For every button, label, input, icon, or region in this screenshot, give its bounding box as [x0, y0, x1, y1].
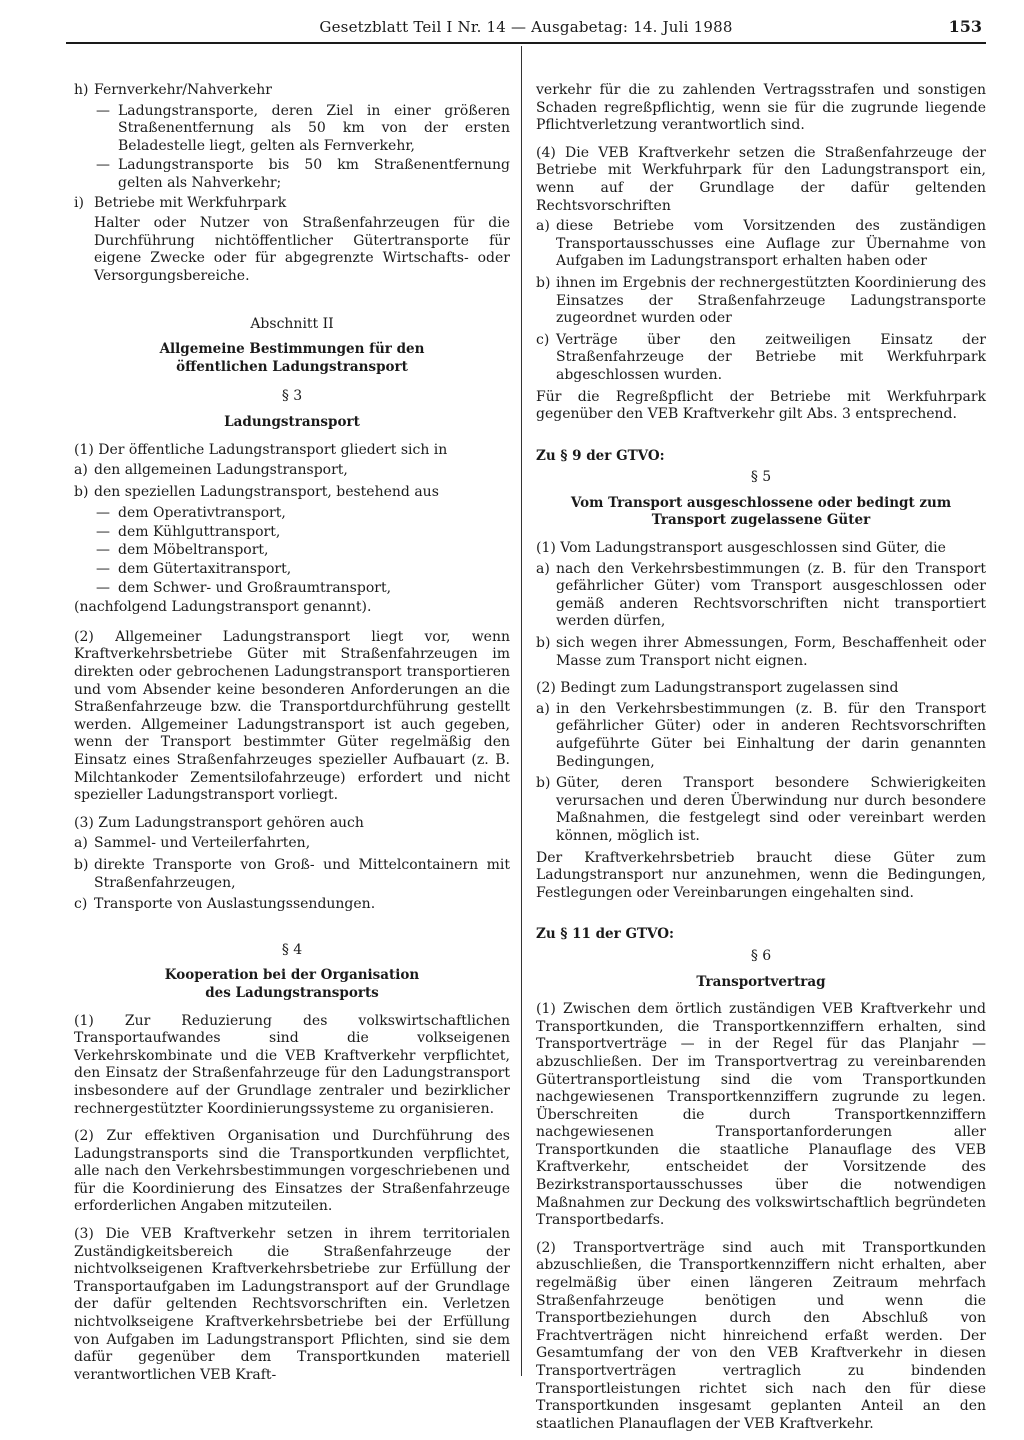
- paragraph-number: § 4: [281, 941, 303, 958]
- header-title: Gesetzblatt Teil I Nr. 14 — Ausgabetag: 14. Juli 1988: [319, 18, 733, 36]
- item-label: h): [74, 82, 89, 98]
- item-text: direkte Transporte von Groß- und Mittelcontainern mit Straßenfahrzeugen,: [94, 856, 510, 891]
- list-item: [536, 775, 986, 845]
- definition-h: [74, 82, 510, 100]
- regulation-reference: Zu § 11 der GTVO:: [536, 926, 675, 943]
- page-header: [66, 14, 986, 44]
- list-item: [74, 484, 510, 502]
- section-heading-line: Allgemeine Bestimmungen für den: [159, 341, 425, 358]
- paragraph-text: (nachfolgend Ladungstransport genannt).: [74, 599, 372, 616]
- dash-marker: —: [96, 102, 110, 119]
- list-item: [74, 462, 510, 480]
- list-item: [536, 635, 986, 670]
- dash-text: dem Kühlguttransport,: [118, 523, 281, 540]
- list-item: [74, 857, 510, 892]
- paragraph-title: Transportvertrag: [696, 973, 826, 990]
- paragraph-number: § 5: [750, 469, 772, 486]
- paragraph-number: § 3: [281, 388, 303, 405]
- item-label: a): [536, 700, 550, 717]
- page-number: 153: [948, 17, 982, 36]
- paragraph-title: Ladungstransport: [224, 413, 360, 430]
- item-text: Verträge über den zeitweiligen Einsatz der Straßenfahrzeuge der Betriebe mit Werkfuhrpark abgeschlossen wurden.: [556, 331, 986, 383]
- list-item: [74, 835, 510, 853]
- section-heading-line: öffentlichen Ladungstransport: [176, 358, 408, 375]
- dash-marker: —: [96, 579, 110, 596]
- dash-marker: —: [96, 157, 110, 174]
- paragraph-number: § 6: [750, 947, 772, 964]
- item-label: a): [74, 462, 88, 479]
- dash-item: [74, 505, 510, 523]
- right-column: [536, 82, 986, 1440]
- definition-i: [74, 195, 510, 213]
- item-text: Sammel- und Verteilerfahrten,: [94, 835, 311, 852]
- paragraph-title-line: Kooperation bei der Organisation: [164, 967, 420, 984]
- dash-marker: —: [96, 561, 110, 578]
- paragraph-title: [74, 967, 510, 1002]
- item-label: b): [536, 274, 551, 291]
- definition-title: Fernverkehr/Nahverkehr: [94, 82, 273, 98]
- paragraph-title: [536, 495, 986, 530]
- paragraph-text: (2) Allgemeiner Ladungstransport liegt vor, wenn Kraftverkehrsbetriebe Güter mit Straßenfahrzeugen im direkten oder gebrochenen Ladungstransport transportieren und vom Absender keine besonderen Anforderungen an die Straßenfahrzeuge bzw. die Transportdurchführung gestellt werden. Allgemeiner Ladungstransport ist auch gegeben, wenn der Transport bestimmter Güter regelmäßig den Einsatz eines Straßenfahrzeuges spezieller Aufbauart (z. B. Milchtankoder Zementsilofahrzeuge) erfordert und nicht spezieller Ladungstransport vorliegt.: [74, 628, 510, 804]
- paragraph-text: (3) Zum Ladungstransport gehören auch: [74, 814, 364, 831]
- list-item: [536, 275, 986, 328]
- paragraph-text: (2) Bedingt zum Ladungstransport zugelassen sind: [536, 680, 899, 697]
- regulation-reference: Zu § 9 der GTVO:: [536, 447, 665, 464]
- dash-marker: —: [96, 505, 110, 522]
- paragraph-text: (1) Zur Reduzierung des volkswirtschaftlichen Transportaufwandes sind die volkseigenen Verkehrskombinate und die VEB Kraftverkehr verpflichtet, den Einsatz der Straßenfahrzeuge für den Ladungstransport insbesondere auf der Grundlage zentraler und bezirklicher rechnergestützter Koordinierungssysteme zu organisieren.: [74, 1012, 510, 1117]
- paragraph-title-line: des Ladungstransports: [205, 984, 379, 1001]
- dash-text: dem Schwer- und Großraumtransport,: [118, 579, 392, 596]
- list-item: [74, 896, 510, 914]
- list-item: [536, 218, 986, 271]
- paragraph-title-line: Transport zugelassene Güter: [651, 512, 871, 529]
- dash-item: [74, 580, 510, 598]
- dash-text: Ladungstransporte, deren Ziel in einer größeren Straßenentfernung als 50 km von der ersten Beladestelle liegt, gelten als Fernverkehr,: [118, 102, 510, 154]
- item-label: a): [74, 835, 88, 852]
- item-label: b): [74, 483, 89, 500]
- item-text: den speziellen Ladungstransport, bestehend aus: [94, 483, 439, 500]
- item-label: b): [536, 635, 551, 652]
- paragraph-title-line: Vom Transport ausgeschlossene oder bedingt zum: [570, 494, 952, 511]
- paragraph-text: (1) Zwischen dem örtlich zuständigen VEB Kraftverkehr und Transportkunden, die Transportkennziffern erhalten, sind Transportverträge — in der Regel für das Planjahr — abzuschließen. Der im Transportvertrag zu vereinbarenden Gütertransportleistung sind die vom Transportkunden nachgewiesenen Transportkennziffern zugrunde zu legen. Überschreiten die durch Transportkennziffern nachgewiesenen Transportanforderungen aller Transportkunden die staatliche Planauflage des VEB Kraftverkehr, entscheidet der Vorsitzende des Bezirkstransportausschusses über die notwendigen Maßnahmen zur Deckung des volkswirtschaftlich begründeten Transportbedarfs.: [536, 1001, 986, 1229]
- section-label: Abschnitt II: [250, 315, 334, 332]
- section-heading: [74, 341, 510, 376]
- definition-title: Betriebe mit Werkfuhrpark: [94, 194, 287, 211]
- paragraph-text: (1) Vom Ladungstransport ausgeschlossen sind Güter, die: [536, 540, 946, 557]
- column-divider: [521, 46, 522, 1376]
- paragraph-text: Der Kraftverkehrsbetrieb braucht diese Güter zum Ladungstransport nur anzunehmen, wenn die Bedingungen, Festlegungen oder Vereinbarungen eingehalten sind.: [536, 849, 986, 901]
- paragraph-text: (1) Der öffentliche Ladungstransport gliedert sich in: [74, 441, 448, 458]
- left-column: [74, 82, 510, 1391]
- item-label: a): [536, 218, 550, 235]
- item-label: a): [536, 560, 550, 577]
- dash-text: dem Operativtransport,: [118, 505, 286, 522]
- item-text: Transporte von Auslastungssendungen.: [94, 896, 376, 913]
- item-text: diese Betriebe vom Vorsitzenden des zuständigen Transportausschusses eine Auflage zur Übernahme von Aufgaben im Ladungstransport erhalten haben oder: [556, 218, 986, 270]
- dash-text: dem Gütertaxitransport,: [118, 561, 292, 578]
- dash-text: Ladungstransporte bis 50 km Straßenentfernung gelten als Nahverkehr;: [118, 157, 510, 191]
- item-label: c): [536, 331, 550, 348]
- item-text: den allgemeinen Ladungstransport,: [94, 462, 348, 479]
- definition-text: Halter oder Nutzer von Straßenfahrzeugen für die Durchführung nichtöffentlicher Gütertransporte für eigene Zwecke oder für abgegrenzte Wirtschafts- oder Versorgungsbereiche.: [94, 215, 510, 284]
- item-text: in den Verkehrsbestimmungen (z. B. für den Transport gefährlicher Güter) oder in anderen Rechtsvorschriften aufgeführte Güter bei Einhaltung der darin genannten Bedingungen,: [556, 700, 986, 770]
- paragraph-text: Für die Regreßpflicht der Betriebe mit Werkfuhrpark gegenüber den VEB Kraftverkehr gilt Abs. 3 entsprechend.: [536, 388, 986, 423]
- dash-item: [74, 157, 510, 192]
- paragraph-text: (4) Die VEB Kraftverkehr setzen die Straßenfahrzeuge der Betriebe mit Werkfuhrpark für den Ladungstransport ein, wenn auf der Grundlage der dafür geltenden Rechtsvorschriften: [536, 144, 986, 214]
- dash-item: [74, 561, 510, 579]
- paragraph-text: (2) Transportverträge sind auch mit Transportkunden abzuschließen, die Transportkennziffern nicht erhalten, aber regelmäßig über einen längeren Zeitraum mehrfach Straßenfahrzeuge benötigen und wenn die Transportbeziehungen durch den Abschluß von Frachtverträgen nicht hinreichend erfaßt werden. Der Gesamtumfang der von den VEB Kraftverkehr in diesen Transportverträgen vertraglich zu bindenden Transportleistungen richtet sich nach den für diese Transportkunden insgesamt geplanten Anteil an den staatlichen Planauflagen der VEB Kraftverkehr.: [536, 1239, 986, 1432]
- item-label: b): [536, 775, 551, 792]
- dash-item: [74, 542, 510, 560]
- list-item: [536, 701, 986, 771]
- item-label: c): [74, 896, 88, 913]
- item-text: nach den Verkehrsbestimmungen (z. B. für den Transport gefährlicher Güter) vom Transport ausgeschlossen oder gemäß anderen Rechtsvorschriften nicht transportiert werden dürfen,: [556, 560, 986, 630]
- dash-text: dem Möbeltransport,: [118, 542, 269, 559]
- paragraph-text: verkehr für die zu zahlenden Vertragsstrafen und sonstigen Schaden regreßpflichtig, wenn sie für die zugrunde liegende Pflichtverletzung verantwortlich sind.: [536, 82, 986, 134]
- item-text: Güter, deren Transport besondere Schwierigkeiten verursachen und deren Überwindung nur durch besondere Maßnahmen, die festgelegt sind oder vereinbart werden können, möglich ist.: [556, 775, 986, 844]
- list-item: [536, 332, 986, 385]
- list-item: [536, 561, 986, 631]
- item-text: sich wegen ihrer Abmessungen, Form, Beschaffenheit oder Masse zum Transport nicht eignen.: [556, 635, 986, 669]
- dash-marker: —: [96, 523, 110, 540]
- dash-item: [74, 103, 510, 156]
- dash-marker: —: [96, 542, 110, 559]
- dash-item: [74, 524, 510, 542]
- item-text: ihnen im Ergebnis der rechnergestützten Koordinierung des Einsatzes der Straßenfahrzeuge Ladungstransporte zugeordnet wurden oder: [556, 274, 986, 327]
- paragraph-text: (2) Zur effektiven Organisation und Durchführung des Ladungstransports sind die Transportkunden verpflichtet, alle nach den Verkehrsbestimmungen vorgeschriebenen und für die Koordinierung des Einsatzes der Straßenfahrzeuge erforderlichen Angaben mitzuteilen.: [74, 1128, 510, 1215]
- paragraph-text: (3) Die VEB Kraftverkehr setzen in ihrem territorialen Zuständigkeitsbereich die Straßenfahrzeuge der nichtvolkseigenen Kraftverkehrsbetriebe zur Erfüllung der Transportaufgaben im Ladungstransport auf der Grundlage der dafür geltenden Rechtsvorschriften ein. Verletzen nichtvolkseigene Kraftverkehrsbetriebe bei der Erfüllung von Aufgaben im Ladungstransport Pflichten, sind sie dem dafür gegenüber dem Transportkunden materiell verantwortlichen VEB Kraft-: [74, 1226, 510, 1383]
- item-label: i): [74, 194, 84, 211]
- item-label: b): [74, 856, 89, 873]
